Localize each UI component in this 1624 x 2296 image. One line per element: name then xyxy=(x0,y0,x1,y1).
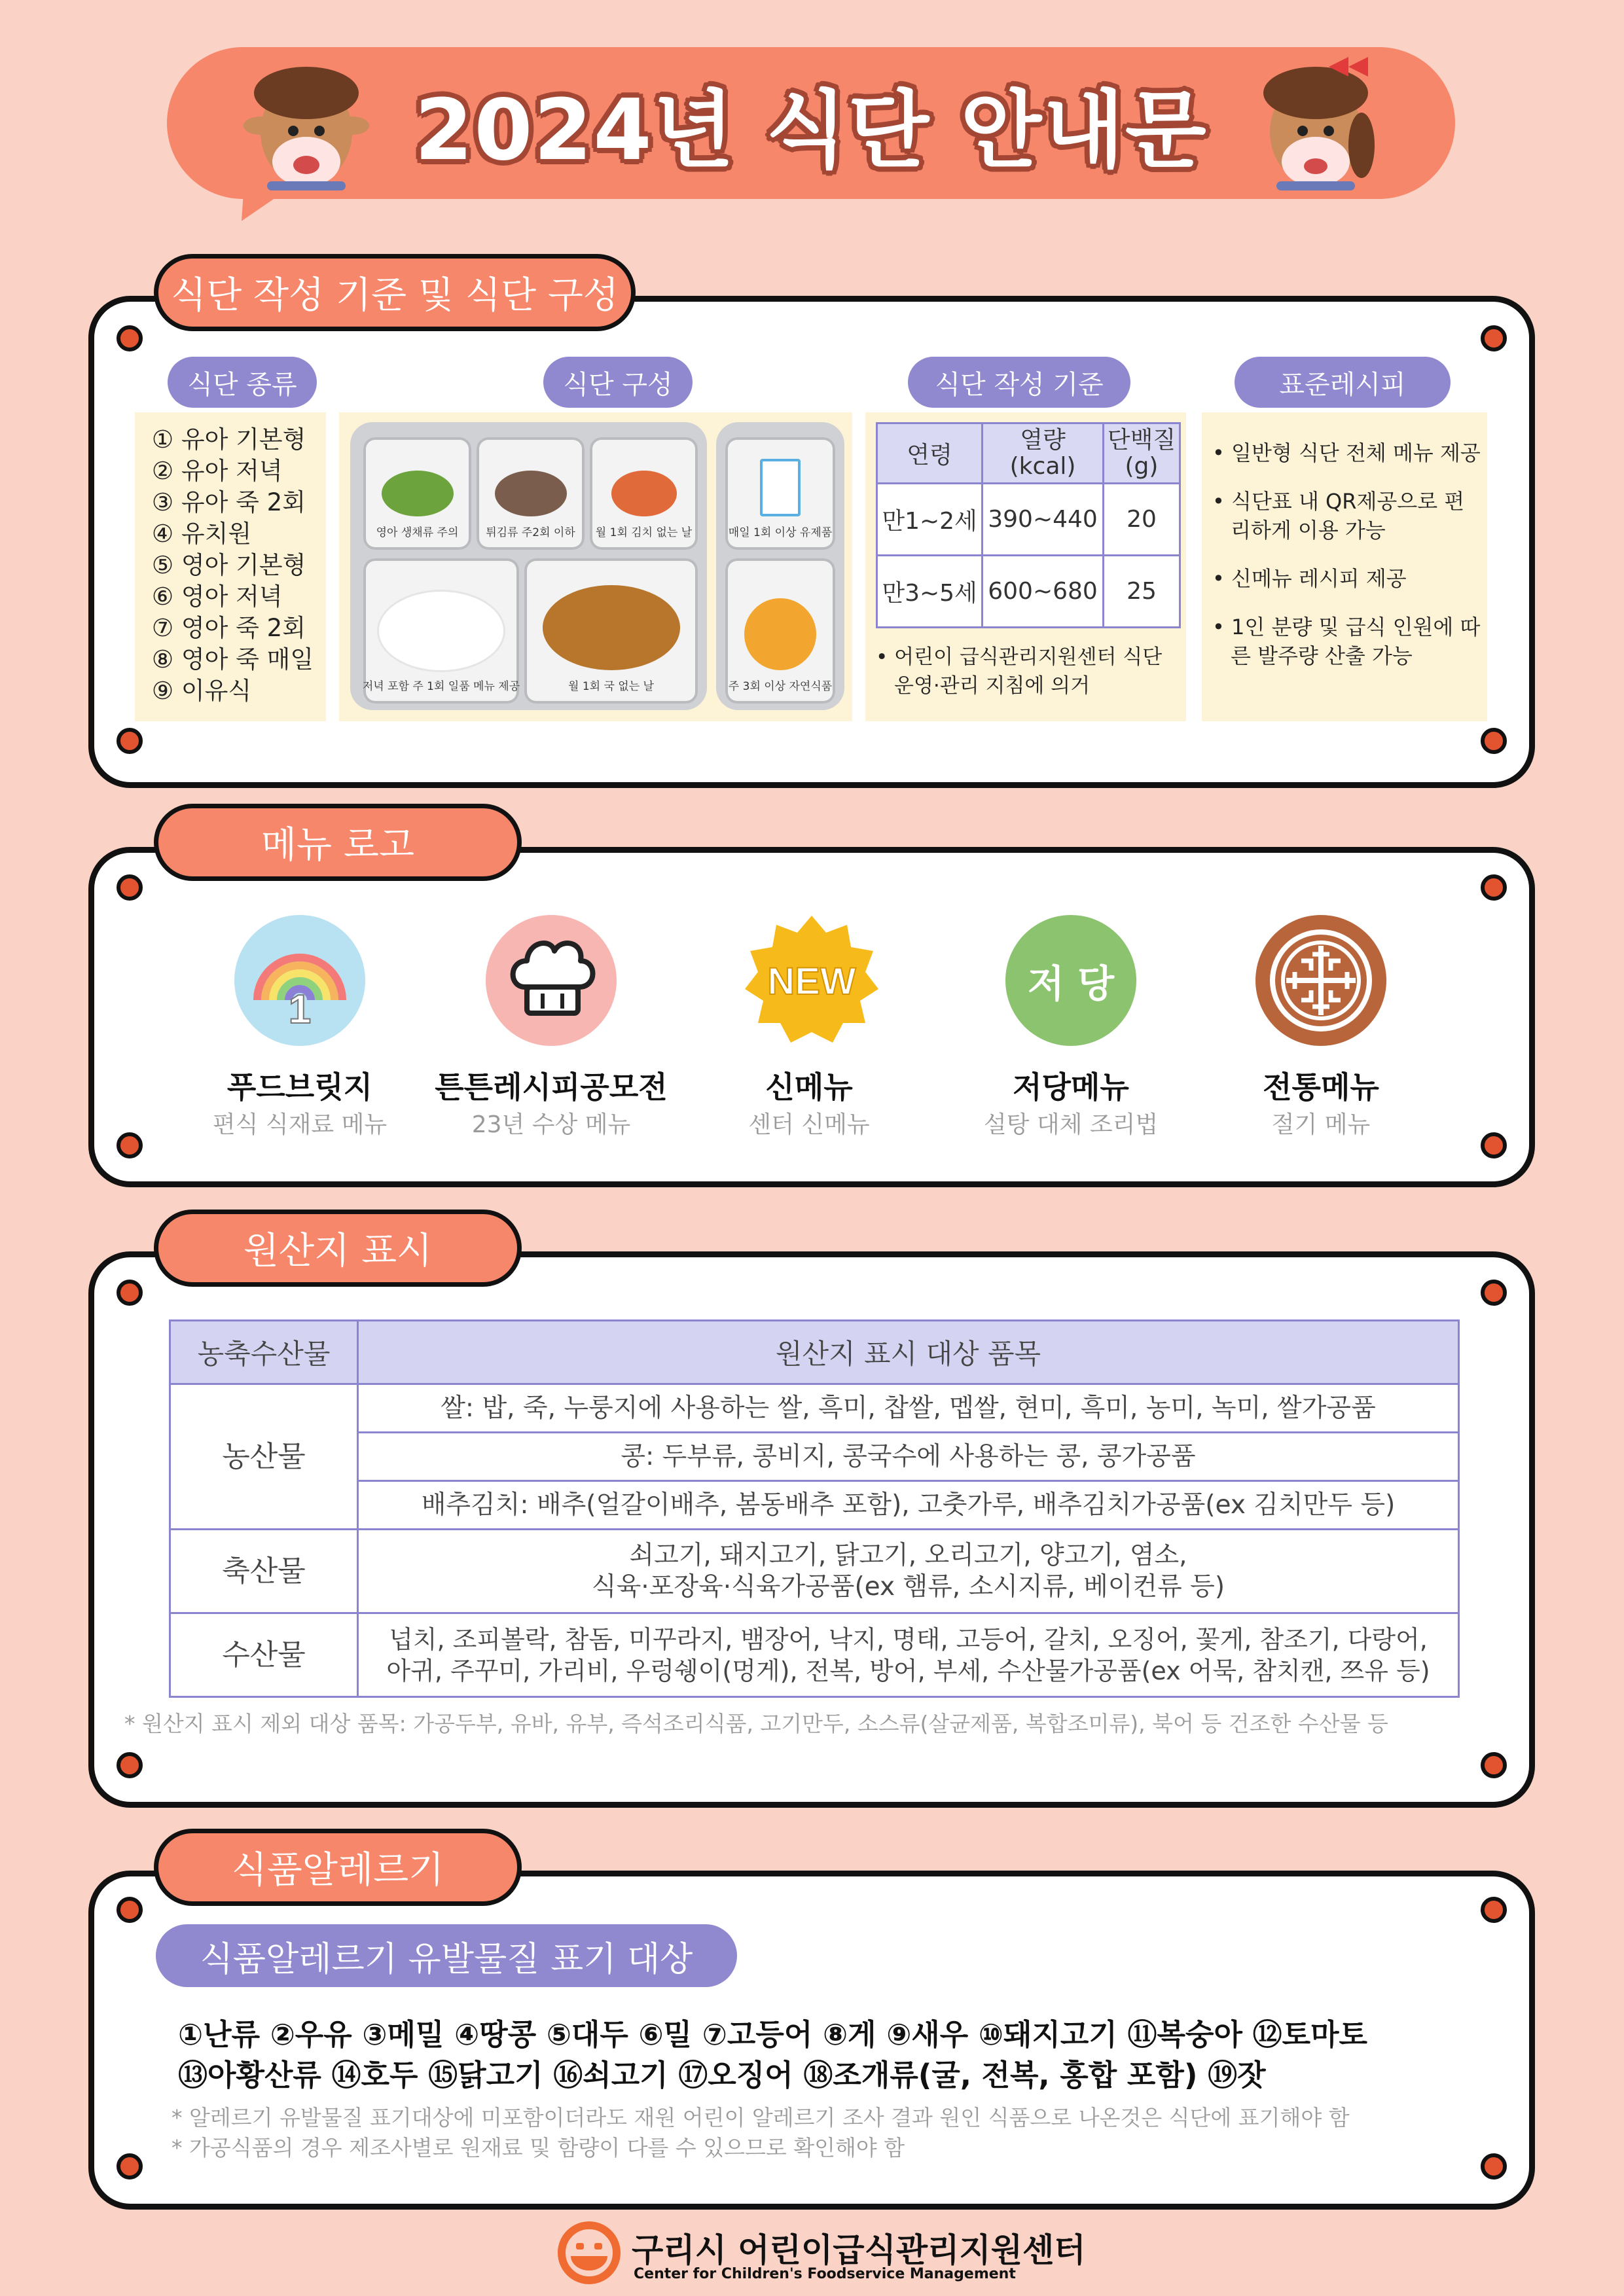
items-cell: 배추김치: 배추(얼갈이배추, 봄동배추 포함), 고춧가루, 배추김치가공품(ex 김치만두 등) xyxy=(358,1481,1459,1530)
allergy-list-line-1: ①난류 ②우유 ③메밀 ④땅콩 ⑤대두 ⑥밀 ⑦고등어 ⑧게 ⑨새우 ⑩돼지고기 ⑪복숭아 ⑫토마토 xyxy=(178,2017,1368,2052)
logo-sub: 편식 식재료 메뉴 xyxy=(212,1111,388,1138)
tray-cell-side: 월 1회 김치 없는 날 xyxy=(590,437,698,550)
table-header: 단백질 (g) xyxy=(1103,423,1180,484)
page-title: 2024년 식단 안내문 xyxy=(414,82,1208,179)
rainbow-icon xyxy=(247,928,352,1033)
corner-dot xyxy=(117,1280,143,1306)
allergy-list-line-2: ⑬아황산류 ⑭호두 ⑮닭고기 ⑯쇠고기 ⑰오징어 ⑱조개류(굴, 전복, 홍합 포함) ⑲잣 xyxy=(178,2058,1266,2092)
origin-table xyxy=(169,1319,1460,1698)
corner-dot xyxy=(1481,728,1507,754)
logo-sub: 절기 메뉴 xyxy=(1271,1111,1371,1138)
items-cell: 콩: 두부류, 콩비지, 콩국수에 사용하는 콩, 콩가공품 xyxy=(358,1433,1459,1481)
logo-sub: 설탕 대체 조리법 xyxy=(983,1111,1159,1138)
rainbow-badge-text: 1 xyxy=(288,987,312,1032)
items-cell: 넙치, 조피볼락, 참돔, 미꾸라지, 뱀장어, 낙지, 명태, 고등어, 갈치, 오징어, 꽃게, 참조기, 다랑어, 아귀, 주꾸미, 가리비, 우렁쉥이(멍게), 전복, 방어, 부세, 수산물가공품(ex 어묵, 참치캔, 쯔유 등) xyxy=(358,1613,1459,1697)
recipe-bullet: • 식단표 내 QR제공으로 편리하게 이용 가능 xyxy=(1212,489,1465,543)
menu-type-list xyxy=(152,424,314,707)
criteria-pill: 식단 작성 기준 xyxy=(908,357,1130,408)
table-cell: 만3~5세 xyxy=(877,556,983,628)
recipe-bullet: • 1인 분량 및 급식 인원에 따른 발주량 산출 가능 xyxy=(1212,615,1481,668)
table-cell: 만1~2세 xyxy=(877,484,983,556)
logo-name: 튼튼레시피공모전 xyxy=(435,1069,668,1105)
section-tab-origin: 원산지 표시 xyxy=(154,1210,522,1287)
corner-dot xyxy=(117,728,143,754)
corner-dot xyxy=(117,325,143,351)
low-sugar-badge-text: 저 당 xyxy=(1027,961,1115,1006)
menu-type-item: ⑨ 이유식 xyxy=(152,677,252,705)
corner-dot xyxy=(117,1752,143,1778)
recipe-bullet: • 일반형 식단 전체 메뉴 제공 xyxy=(1212,440,1481,465)
category-cell: 수산물 xyxy=(170,1613,358,1697)
footer-org-subtitle: Center for Children's Foodservice Management xyxy=(634,2266,1016,2282)
girl-calf-mascot-icon xyxy=(1250,54,1381,198)
tray-cell-milk: 매일 1회 이상 유제품 xyxy=(725,437,835,550)
table-cell: 20 xyxy=(1103,484,1180,556)
footer-org-name: 구리시 어린이급식관리지원센터 xyxy=(632,2231,1086,2269)
origin-exclusion-note: * 원산지 표시 제외 대상 품목: 가공두부, 유바, 유부, 즉석조리식품, 고기만두, 소스류(살균제품, 복합조미류), 북어 등 건조한 수산물 등 xyxy=(124,1711,1388,1736)
tray-cell-stirfry: 튀김류 주2회 이하 xyxy=(477,437,585,550)
corner-dot xyxy=(117,1132,143,1158)
recipe-pill: 표준레시피 xyxy=(1235,357,1451,408)
logo-sub: 23년 수상 메뉴 xyxy=(471,1111,631,1138)
items-cell: 쇠고기, 돼지고기, 닭고기, 오리고기, 양고기, 염소, 식육·포장육·식육가공품(ex 햄류, 소시지류, 베이컨류 등) xyxy=(358,1530,1459,1613)
new-menu-badge-icon xyxy=(744,913,880,1049)
criteria-note: • 어린이 급식관리지원센터 식단 운영·관리 지침에 의거 xyxy=(876,645,1163,698)
table-header: 원산지 표시 대상 품목 xyxy=(358,1321,1459,1384)
logo-name: 저당메뉴 xyxy=(1013,1069,1129,1105)
corner-dot xyxy=(117,874,143,901)
allergy-pill: 식품알레르기 유발물질 표기 대상 xyxy=(156,1924,737,1987)
menu-type-item: ① 유아 기본형 xyxy=(152,425,306,454)
corner-dot xyxy=(1481,1280,1507,1306)
table-cell: 25 xyxy=(1103,556,1180,628)
boy-calf-mascot-icon xyxy=(241,54,372,198)
recipe-bullet: • 신메뉴 레시피 제공 xyxy=(1212,566,1407,591)
menu-type-item: ⑥ 영아 저녁 xyxy=(152,583,283,611)
tray-cell-salad: 영아 생채류 주의 xyxy=(363,437,471,550)
category-cell: 축산물 xyxy=(170,1530,358,1613)
recipe-contest-logo xyxy=(486,915,617,1046)
corner-dot xyxy=(1481,874,1507,901)
chef-hat-icon xyxy=(502,931,600,1030)
tray-cell-soup: 월 1회 국 없는 날 xyxy=(524,558,698,704)
recipe-bullets xyxy=(1212,439,1481,670)
section-tab-logos: 메뉴 로고 xyxy=(154,804,522,881)
menu-type-item: ③ 유아 죽 2회 xyxy=(152,488,306,516)
logo-name: 신메뉴 xyxy=(765,1069,853,1105)
corner-dot xyxy=(117,1897,143,1923)
tray-cell-rice: 저녁 포함 주 1회 일품 메뉴 제공 xyxy=(363,558,519,704)
table-header: 열량 (kcal) xyxy=(983,423,1104,484)
category-cell: 농산물 xyxy=(170,1384,358,1530)
center-smile-logo-icon xyxy=(556,2220,622,2286)
types-pill: 식단 종류 xyxy=(168,357,317,408)
menu-type-item: ⑤ 영아 기본형 xyxy=(152,551,306,579)
items-cell: 쌀: 밥, 죽, 누룽지에 사용하는 쌀, 흑미, 찹쌀, 멥쌀, 현미, 흑미, 농미, 녹미, 쌀가공품 xyxy=(358,1384,1459,1433)
table-cell: 390~440 xyxy=(983,484,1104,556)
tray-cell-fruit: 주 3회 이상 자연식품 xyxy=(725,558,835,704)
corner-dot xyxy=(1481,325,1507,351)
allergy-note-2: * 가공식품의 경우 제조사별로 원재료 및 함량이 다를 수 있으므로 확인해야 함 xyxy=(171,2135,905,2161)
corner-dot xyxy=(1481,1897,1507,1923)
allergy-note-1: * 알레르기 유발물질 표기대상에 미포함이더라도 재원 어린이 알레르기 조사 결과 원인 식품으로 나온것은 식단에 표기해야 함 xyxy=(171,2105,1350,2130)
section-tab-allergy: 식품알레르기 xyxy=(154,1829,522,1906)
table-cell: 600~680 xyxy=(983,556,1104,628)
logo-name: 전통메뉴 xyxy=(1263,1069,1379,1105)
corner-dot xyxy=(1481,1132,1507,1158)
logo-sub: 센터 신메뉴 xyxy=(748,1111,870,1138)
corner-dot xyxy=(117,2153,143,2179)
menu-type-item: ⑦ 영아 죽 2회 xyxy=(152,614,306,642)
corner-dot xyxy=(1481,2153,1507,2179)
menu-type-item: ② 유아 저녁 xyxy=(152,457,283,485)
menu-type-item: ④ 유치원 xyxy=(152,520,252,548)
food-bridge-logo xyxy=(234,915,365,1046)
composition-pill: 식단 구성 xyxy=(543,357,693,408)
table-header: 농축수산물 xyxy=(170,1321,358,1384)
low-sugar-logo xyxy=(1005,915,1136,1046)
corner-dot xyxy=(1481,1752,1507,1778)
traditional-menu-logo xyxy=(1255,915,1386,1046)
menu-type-item: ⑧ 영아 죽 매일 xyxy=(152,645,314,673)
table-header: 연령 xyxy=(877,423,983,484)
traditional-pattern-icon xyxy=(1265,925,1377,1036)
section-tab-criteria: 식단 작성 기준 및 식단 구성 xyxy=(154,254,636,331)
logo-name: 푸드브릿지 xyxy=(226,1069,373,1105)
energy-criteria-table xyxy=(876,422,1181,628)
new-badge-text: NEW xyxy=(767,960,856,1003)
